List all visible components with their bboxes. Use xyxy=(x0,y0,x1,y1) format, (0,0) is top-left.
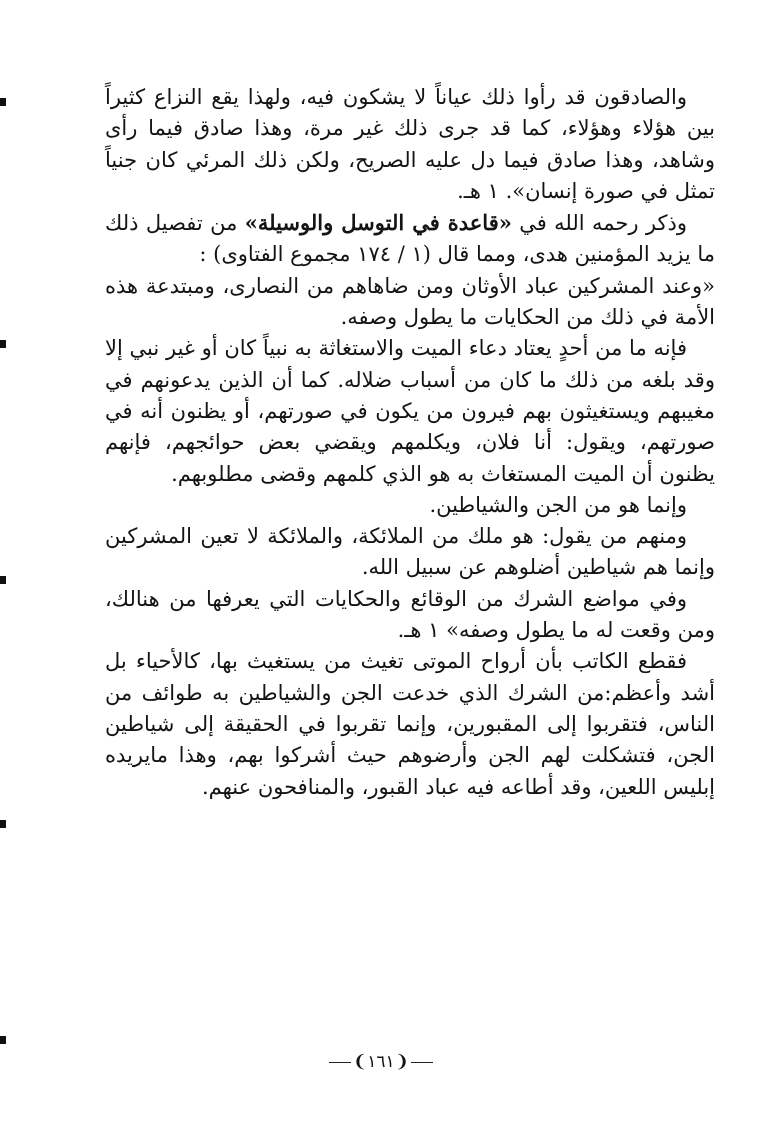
scan-edge-mark xyxy=(0,820,6,828)
paragraph-3-quote: «وعند المشركين عباد الأوثان ومن ضاهاهم من النصارى، ومبتدعة هذه الأمة في ذلك من الحكايات ما يطول وصفه. xyxy=(105,273,715,330)
page-footer xyxy=(0,1052,762,1072)
scan-edge-mark xyxy=(0,98,6,106)
paragraph-6: ومنهم من يقول: هو ملك من الملائكة، والملائكة لا تعين المشركين وإنما هم شياطين أضلوهم عن سبيل الله. xyxy=(105,524,715,580)
scan-edge-mark xyxy=(0,1036,6,1044)
paragraph-4: فإنه ما من أحدٍ يعتاد دعاء الميت والاستغاثة به نبياً كان أو غير نبي إلا وقد بلغه من ذلك ما كان من أسباب ضلاله. كما أن الذين يدعونهم في مغيبهم ويستغيثون بهم فيرون من يكون في صورتهم، أو يظنون أنه في صورتهم، ويقول: أنا فلان، ويكلمهم ويقضي بعض حوائجهم، فإنهم يظنون أن الميت المستغاث به هو الذي كلمهم وقضى مطلوبهم. xyxy=(105,336,715,486)
footer-dash xyxy=(329,1062,351,1064)
paragraph-2 xyxy=(105,207,715,271)
paragraph-8: فقطع الكاتب بأن أرواح الموتى تغيث من يستغيث بها، كالأحياء بل أشد وأعظم:من الشرك الذي خدعت الجن والشياطين به طوائف من الناس، فتقربوا إلى المقبورين، وإنما تقربوا في الحقيقة إلى شياطين الجن، فتشكلت لهم الجن وأرضوهم حيث أشركوا بهم، وهذا مايريده إبليس اللعين، وقد أطاعه فيه عباد القبور، والمنافحون عنهم. xyxy=(105,649,715,799)
ornament-left: ❩ xyxy=(353,1052,368,1072)
paragraph-1: والصادقون قد رأوا ذلك عياناً لا يشكون فيه، ولهذا يقع النزاع كثيراً بين هؤلاء وهؤلاء، كما قد جرى ذلك غير مرة، وهذا صادق فيما رأى وشاهد، وهذا صادق فيما دل عليه الصريح، ولكن ذلك المرئي كان جنياً تمثل في صورة إنسان». ١ هـ. xyxy=(105,85,715,203)
paragraph-7: وفي مواضع الشرك من الوقائع والحكايات التي يعرفها من هنالك، ومن وقعت له ما يطول وصفه» ١ هـ. xyxy=(105,586,715,643)
ornament-right: ❨ xyxy=(394,1052,409,1072)
paragraph-2-intro: وذكر رحمه الله في xyxy=(511,211,687,236)
page-body xyxy=(105,82,715,803)
paragraph-5: وإنما هو من الجن والشياطين. xyxy=(429,492,687,517)
page-number: ١٦١ xyxy=(367,1052,395,1072)
scan-edge-mark xyxy=(0,576,6,584)
book-title: «قاعدة في التوسل والوسيلة» xyxy=(244,210,512,236)
scan-edge-mark xyxy=(0,340,6,348)
footer-dash xyxy=(411,1062,433,1064)
paragraph-2-rest: من تفصيل ذلك ما يزيد المؤمنين هدى، ومما قال (١ / ١٧٤ مجموع الفتاوى) : xyxy=(105,211,715,267)
